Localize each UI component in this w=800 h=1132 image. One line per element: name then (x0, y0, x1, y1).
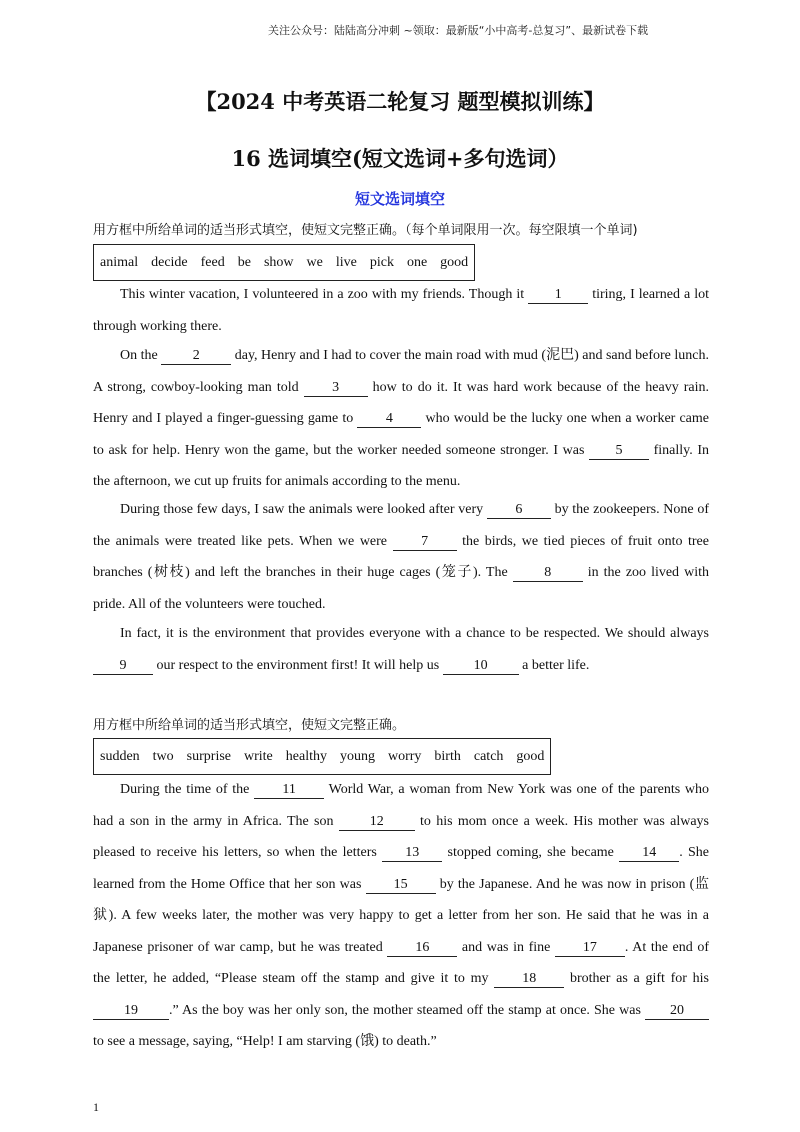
word-bank-item: good (516, 748, 545, 764)
word-bank-item: surprise (186, 748, 231, 764)
page-title: 【2024 中考英语二轮复习 题型模拟训练】 (195, 89, 605, 114)
blank-10[interactable]: 10 (443, 657, 519, 675)
word-bank-item: birth (434, 748, 461, 764)
passage-text: . She learned from the Home Office that her son was (93, 845, 710, 892)
passage-text: by the zookeepers. None of the animals were treated like pets. When we were (93, 502, 709, 549)
word-bank-item: be (237, 254, 251, 270)
word-bank-item: write (244, 748, 273, 764)
passage-text: in the zoo lived with pride. All of the volunteers were touched. (93, 565, 709, 612)
blank-19[interactable]: 19 (93, 1002, 169, 1020)
blank-1[interactable]: 1 (528, 286, 588, 304)
word-bank-item: live (335, 254, 357, 270)
passage2-word-box (93, 738, 551, 775)
page-subtitle: 16 选词填空(短文选词+多句选词） (231, 146, 569, 171)
passage-text: day, Henry and I had to cover the main road with mud (泥巴) and sand before lunch. A strong, cowboy-looking man told (93, 348, 710, 395)
passage-text: our respect to the environment first! It will help us (153, 657, 443, 673)
passage1-instruction: 用方框中所给单词的适当形式填空，使短文完整正确。（每个单词限用一次。每空限填一个单词) (93, 223, 638, 238)
passage-text: and was in fine (457, 939, 555, 955)
passage-text: .” As the boy was her only son, the mother steamed off the stamp at once. She was (169, 1002, 645, 1018)
blank-17[interactable]: 17 (555, 939, 625, 957)
word-bank-item: young (339, 748, 375, 764)
passage-text: brother as a gift for his (564, 971, 709, 986)
passage-text: During those few days, I saw the animals were looked after very (120, 502, 487, 517)
blank-11[interactable]: 11 (254, 781, 324, 799)
header-note: 关注公众号：陆陆高分冲刺 ~领取：最新版“小中高考-总复习”、最新试卷下载 (268, 24, 649, 37)
passage1-paragraph-3 (93, 494, 709, 620)
section-heading: 短文选词填空 (354, 190, 445, 208)
blank-14[interactable]: 14 (619, 844, 679, 862)
word-bank-item: decide (151, 254, 188, 270)
word-bank-item: animal (100, 254, 139, 270)
blank-2[interactable]: 2 (161, 347, 231, 365)
passage-text: finally. In the afternoon, we cut up fruits for animals according to the menu. (93, 442, 709, 489)
passage-text: During the time of the (120, 782, 255, 797)
blank-15[interactable]: 15 (366, 876, 436, 894)
blank-7[interactable]: 7 (393, 533, 457, 551)
passage2-paragraph-1 (93, 774, 709, 1058)
blank-6[interactable]: 6 (487, 501, 551, 519)
passage-text: the birds, we tied pieces of fruit onto tree branches (树枝) and left the branches in their huge cages (笼子). The (93, 533, 709, 580)
word-bank-item: catch (473, 748, 504, 764)
word-bank-item: worry (387, 748, 422, 764)
word-bank-item: pick (369, 254, 394, 270)
passage-text: On the (120, 348, 162, 363)
passage1-word-box (93, 244, 475, 281)
passage1-paragraph-4 (93, 618, 709, 681)
passage-text: tiring, I learned a lot through working there. (93, 287, 710, 334)
passage-text: how to do it. It was hard work because of the heavy rain. Henry and I played a finger-guessing game to (93, 379, 709, 426)
word-bank-item: one (406, 254, 428, 270)
passage-text: who would be the lucky one when a worker came to ask for help. Henry won the game, but the worker needed someone stronger. I was (93, 411, 709, 458)
word-bank-item: sudden (100, 748, 140, 764)
passage2-instruction: 用方框中所给单词的适当形式填空，使短文完整正确。 (93, 718, 406, 733)
blank-20[interactable]: 20 (645, 1002, 709, 1020)
passage-text: This winter vacation, I volunteered in a zoo with my friends. Though it (120, 287, 529, 302)
word-bank-item: two (152, 748, 174, 764)
passage-text: . At the end of the letter, he added, “Please steam off the stamp and give it to my (93, 939, 709, 986)
passage1-paragraph-2 (93, 340, 709, 498)
passage-text: a better life. (518, 657, 590, 673)
blank-3[interactable]: 3 (304, 379, 368, 397)
page-number: 1 (93, 1100, 99, 1114)
passage-text: by the Japanese. And he was now in prison (监狱). A few weeks later, the mother was very happy to get a letter from her son. He said that he was in a Japanese prisoner of war camp, but he was treated (93, 876, 709, 955)
passage-text: stopped coming, she became (442, 845, 620, 860)
word-bank-item: good (440, 254, 469, 270)
word-bank-item: feed (200, 254, 225, 270)
word-bank-item: healthy (285, 748, 327, 764)
passage-text: In fact, it is the environment that provides everyone with a chance to be respected. We should always (120, 626, 709, 641)
passage-text: to see a message, saying, “Help! I am starving (饿) to death.” (93, 1034, 437, 1049)
blank-4[interactable]: 4 (357, 410, 421, 428)
passage-text: World War, a woman from New York was one of the parents who had a son in the army in Africa. The son (93, 782, 710, 829)
blank-16[interactable]: 16 (387, 939, 457, 957)
blank-13[interactable]: 13 (382, 844, 442, 862)
blank-8[interactable]: 8 (513, 564, 583, 582)
blank-5[interactable]: 5 (589, 442, 649, 460)
blank-18[interactable]: 18 (494, 970, 564, 988)
word-bank-item: show (263, 254, 294, 270)
passage1-paragraph-1 (93, 279, 709, 342)
passage-text: to his mom once a week. His mother was always pleased to receive his letters, so when the letters (93, 813, 709, 860)
word-bank-item: we (306, 254, 323, 270)
blank-9[interactable]: 9 (93, 657, 153, 675)
blank-12[interactable]: 12 (339, 813, 415, 831)
